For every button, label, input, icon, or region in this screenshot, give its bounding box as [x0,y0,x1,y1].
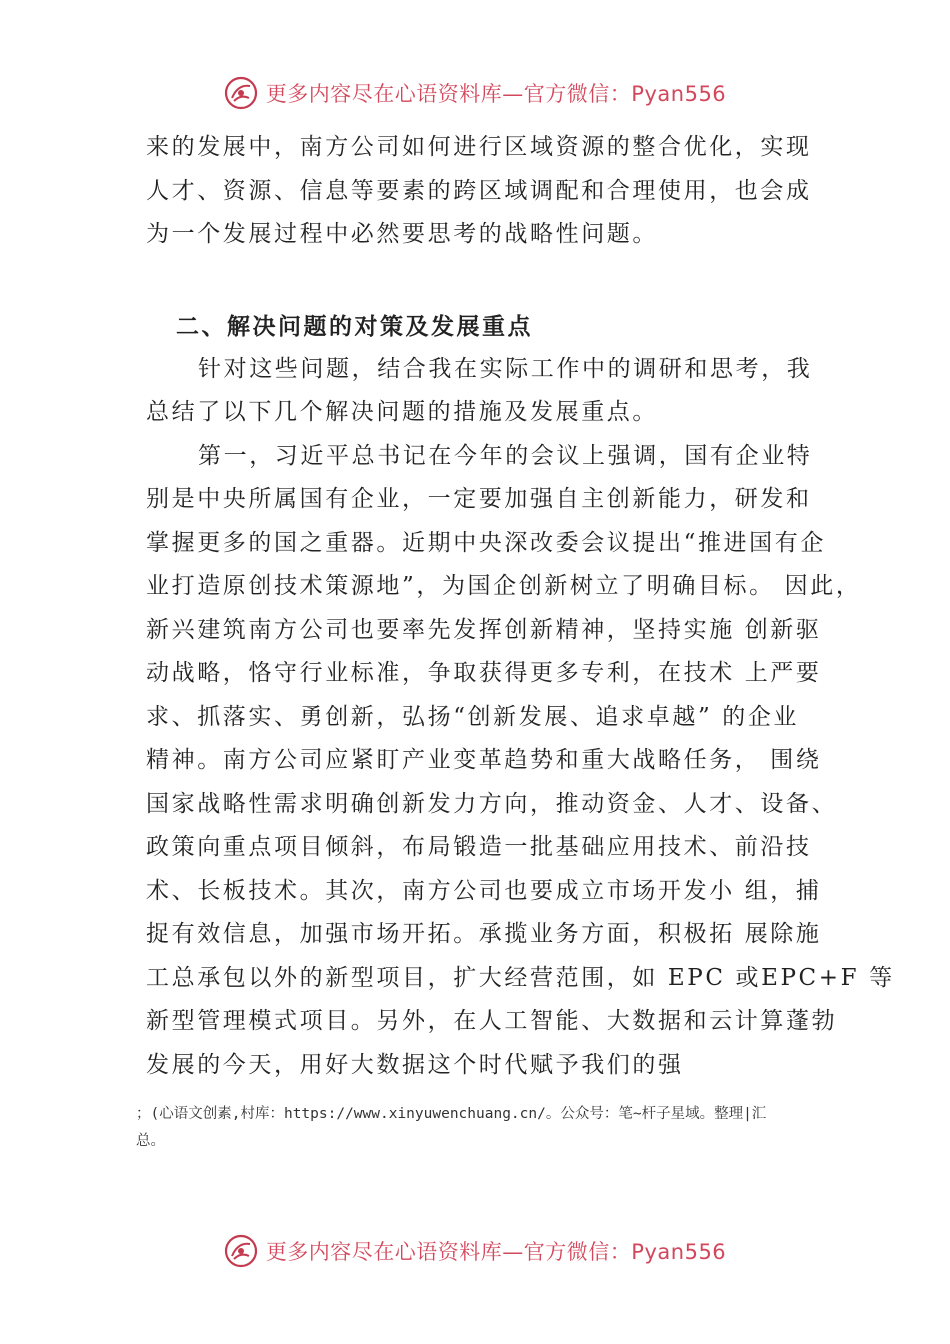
text-line: 人才、资源、信息等要素的跨区域调配和合理使用，也会成 [146,177,812,204]
seal-logo-icon [224,76,258,110]
text-line: 发展的今天，用好大数据这个时代赋予我们的强 [146,1051,684,1078]
text-line: 捉有效信息，加强市场开拓。承揽业务方面，积极拓 展除施 [146,921,822,947]
text-line: 第一，习近平总书记在今年的会议上强调，国有企业特 [198,442,813,469]
text-line: 求、抓落实、勇创新，弘扬“创新发展、追求卓越” 的企业 [146,703,800,730]
footnote [136,1101,836,1155]
footnote-line: 总。 [136,1133,165,1149]
watermark-text: 更多内容尽在心语资料库—官方微信：Pyan556 [265,1240,727,1264]
text-line: 工总承包以外的新型项目，扩大经营范围，如 EPC 或EPC+F 等 [146,964,895,991]
section-heading: 二、解决问题的对策及发展重点 [176,312,533,340]
text-line: 国家战略性需求明确创新发力方向，推动资金、人才、设备、 [146,790,838,817]
text-line: 新型管理模式项目。另外，在人工智能、大数据和云计算蓬勃 [146,1008,838,1034]
text-line: 别是中央所属国有企业，一定要加强自主创新能力，研发和 [146,486,812,512]
watermark-header [0,76,950,110]
paragraph-intro [146,348,846,435]
document-body [146,126,895,1087]
text-line: 为一个发展过程中必然要思考的战略性问题。 [146,221,658,247]
text-line: 政策向重点项目倾斜，布局锻造一批基础应用技术、前沿技 [146,834,812,860]
text-line: 术、长板技术。其次，南方公司也要成立市场开发小 组，捕 [146,877,822,904]
text-line: 来的发展中，南方公司如何进行区域资源的整合优化，实现 [146,134,812,160]
text-line: 掌握更多的国之重器。近期中央深改委会议提出“推进国有企 [146,529,826,556]
text-line: 总结了以下几个解决问题的措施及发展重点。 [146,399,658,425]
paragraph-continued [146,126,846,257]
text-line: 针对这些问题，结合我在实际工作中的调研和思考，我 [198,355,813,382]
text-line: 精神。南方公司应紧盯产业变革趋势和重大战略任务， 围绕 [146,747,822,773]
seal-logo-icon [224,1234,258,1268]
text-line: 动战略，恪守行业标准，争取获得更多专利，在技术 上严要 [146,660,822,686]
text-line: 业打造原创技术策源地”，为国企创新树立了明确目标。 因此， [146,573,862,599]
watermark-text: 更多内容尽在心语资料库—官方微信：Pyan556 [265,82,727,106]
watermark-footer [0,1234,950,1268]
paragraph-first-measure [146,435,895,1088]
footnote-line: ；(心语文创素,村库：https://www.xinyuwenchuang.cn/。公众号：笔~杆子星域。整理|汇 [136,1106,767,1122]
text-line: 新兴建筑南方公司也要率先发挥创新精神，坚持实施 创新驱 [146,616,822,643]
